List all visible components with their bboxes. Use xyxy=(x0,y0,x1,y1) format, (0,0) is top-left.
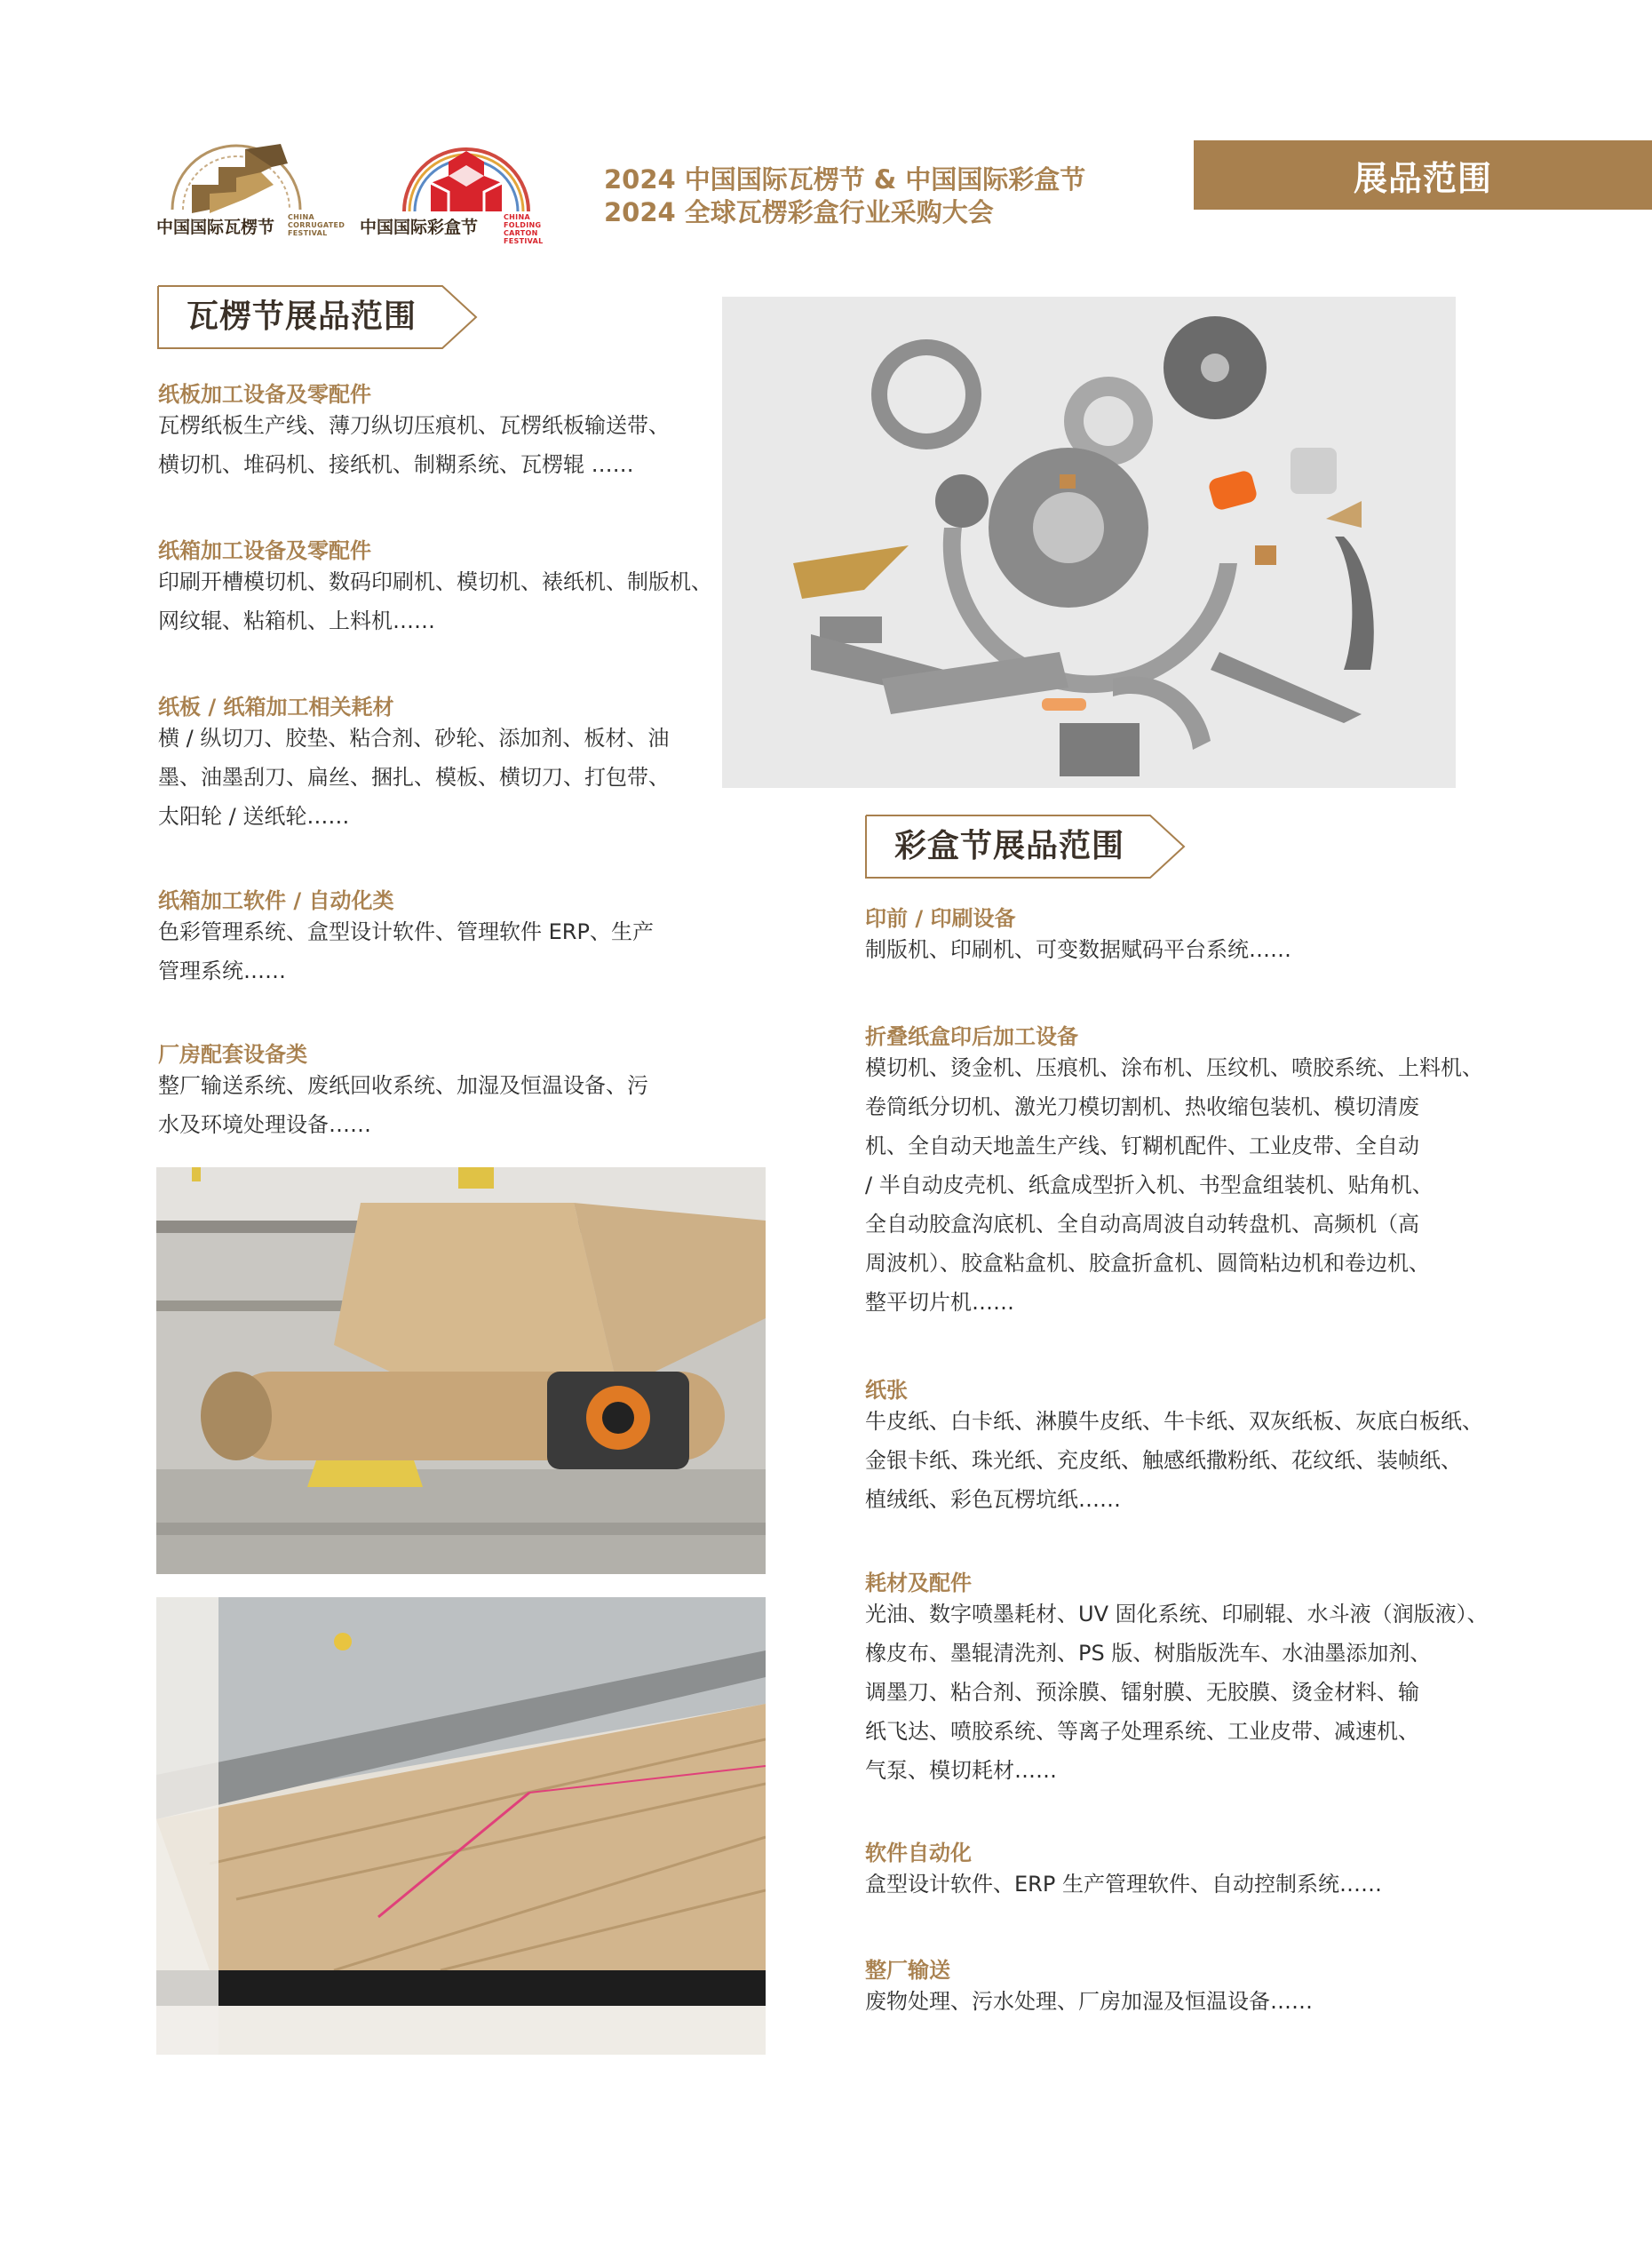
category-body xyxy=(158,1066,648,1144)
category-title: 纸板 / 纸箱加工相关耗材 xyxy=(158,695,394,720)
category-line: 金银卡纸、珠光纸、充皮纸、触感纸撒粉纸、花纹纸、装帧纸、 xyxy=(865,1448,1462,1473)
category-title: 印前 / 印刷设备 xyxy=(865,906,1016,931)
logo2-caption: 中国国际彩盒节 xyxy=(360,218,479,237)
folding-carton-festival-emblem xyxy=(386,114,546,229)
category-body xyxy=(158,719,670,836)
category-line: 管理系统…… xyxy=(158,958,286,983)
category-line: 模切机、烫金机、压痕机、涂布机、压纹机、喷胶系统、上料机、 xyxy=(865,1055,1483,1080)
category-title: 纸箱加工设备及零配件 xyxy=(158,538,371,563)
category-line: 印刷开槽模切机、数码印刷机、模切机、裱纸机、制版机、 xyxy=(158,569,712,594)
category-body xyxy=(158,912,654,990)
category-title: 整厂输送 xyxy=(865,1958,950,1983)
category-line: 橡皮布、墨辊清洗剂、PS 版、树脂版洗车、水油墨添加剂、 xyxy=(865,1641,1432,1666)
right-section-title: 彩盒节展品范围 xyxy=(894,828,1125,864)
logo2-sub-line: CHINA xyxy=(504,213,530,221)
corrugator-roll-photo xyxy=(156,1167,766,1574)
logo-corrugated-festival xyxy=(156,114,343,238)
category-body xyxy=(865,1595,1489,1790)
logo2-sub-line: FOLDING CARTON xyxy=(504,221,542,237)
header-title-line1: 2024 中国国际瓦楞节 & 中国国际彩盒节 xyxy=(604,164,1086,195)
category-line: 瓦楞纸板生产线、薄刀纵切压痕机、瓦楞纸板输送带、 xyxy=(158,413,670,438)
category-line: 全自动胶盒沟底机、全自动高周波自动转盘机、高频机（高 xyxy=(865,1212,1419,1237)
category-line: 卷筒纸分切机、激光刀模切割机、热收缩包装机、模切清废 xyxy=(865,1094,1419,1119)
left-section-tag xyxy=(156,284,481,350)
category-title: 纸张 xyxy=(865,1378,908,1403)
category-line: 水及环境处理设备…… xyxy=(158,1112,371,1137)
category-line: 牛皮纸、白卡纸、淋膜牛皮纸、牛卡纸、双灰纸板、灰底白板纸、 xyxy=(865,1409,1483,1434)
category-body xyxy=(158,562,712,640)
logo1-caption: 中国国际瓦楞节 xyxy=(156,218,275,237)
category-line: 网纹辊、粘箱机、上料机…… xyxy=(158,608,435,633)
category-body xyxy=(865,930,1291,969)
machine-parts-photo xyxy=(722,297,1456,788)
logo2-sub-line: FESTIVAL xyxy=(504,237,544,245)
category-line: 植绒纸、彩色瓦楞坑纸…… xyxy=(865,1487,1121,1512)
category-line: 色彩管理系统、盒型设计软件、管理软件 ERP、生产 xyxy=(158,919,654,944)
category-line: 墨、油墨刮刀、扁丝、捆扎、模板、横切刀、打包带、 xyxy=(158,765,670,790)
category-line: 废物处理、污水处理、厂房加湿及恒温设备…… xyxy=(865,1989,1313,2014)
logo2-sub xyxy=(504,213,564,245)
category-title: 折叠纸盒印后加工设备 xyxy=(865,1024,1078,1049)
category-body xyxy=(865,1982,1313,2021)
category-line: 太阳轮 / 送纸轮…… xyxy=(158,804,350,829)
category-title: 纸板加工设备及零配件 xyxy=(158,382,371,407)
category-line: 盒型设计软件、ERP 生产管理软件、自动控制系统…… xyxy=(865,1872,1382,1897)
logo1-sub xyxy=(288,213,345,237)
category-line: / 半自动皮壳机、纸盒成型折入机、书型盒组装机、贴角机、 xyxy=(865,1173,1434,1197)
left-section-title: 瓦楞节展品范围 xyxy=(187,298,417,335)
category-line: 纸飞达、喷胶系统、等离子处理系统、工业皮带、减速机、 xyxy=(865,1719,1419,1744)
category-line: 整厂输送系统、废纸回收系统、加湿及恒温设备、污 xyxy=(158,1073,648,1098)
category-title: 纸箱加工软件 / 自动化类 xyxy=(158,888,394,913)
logo1-sub-line: FESTIVAL xyxy=(288,229,328,237)
logo1-sub-line: CHINA xyxy=(288,213,314,221)
category-title: 软件自动化 xyxy=(865,1841,972,1865)
category-line: 整平切片机…… xyxy=(865,1290,1014,1315)
category-line: 机、全自动天地盖生产线、钉糊机配件、工业皮带、全自动 xyxy=(865,1133,1419,1158)
category-line: 周波机）、胶盒粘盒机、胶盒折盒机、圆筒粘边机和卷边机、 xyxy=(865,1251,1430,1276)
slitter-scorer-photo xyxy=(156,1597,766,2055)
category-line: 调墨刀、粘合剂、预涂膜、镭射膜、无胶膜、烫金材料、输 xyxy=(865,1680,1419,1705)
category-body xyxy=(865,1402,1483,1519)
right-section-tag xyxy=(864,814,1188,879)
category-body xyxy=(158,406,670,484)
category-line: 横切机、堆码机、接纸机、制糊系统、瓦楞辊 …… xyxy=(158,452,634,477)
category-line: 气泵、模切耗材…… xyxy=(865,1758,1057,1783)
category-title: 厂房配套设备类 xyxy=(158,1042,307,1067)
category-line: 横 / 纵切刀、胶垫、粘合剂、砂轮、添加剂、板材、油 xyxy=(158,726,670,751)
category-body xyxy=(865,1865,1382,1904)
logo1-sub-line: CORRUGATED xyxy=(288,221,345,229)
category-line: 光油、数字喷墨耗材、UV 固化系统、印刷辊、水斗液（润版液）、 xyxy=(865,1602,1489,1627)
corrugated-festival-emblem xyxy=(156,114,316,229)
category-body xyxy=(865,1048,1483,1322)
logo-folding-carton-festival xyxy=(360,114,564,245)
category-line: 制版机、印刷机、可变数据赋码平台系统…… xyxy=(865,937,1291,962)
category-title: 耗材及配件 xyxy=(865,1571,972,1595)
header-title-line2: 2024 全球瓦楞彩盒行业采购大会 xyxy=(604,197,994,227)
exhibit-scope-badge: 展品范围 xyxy=(1194,140,1652,210)
